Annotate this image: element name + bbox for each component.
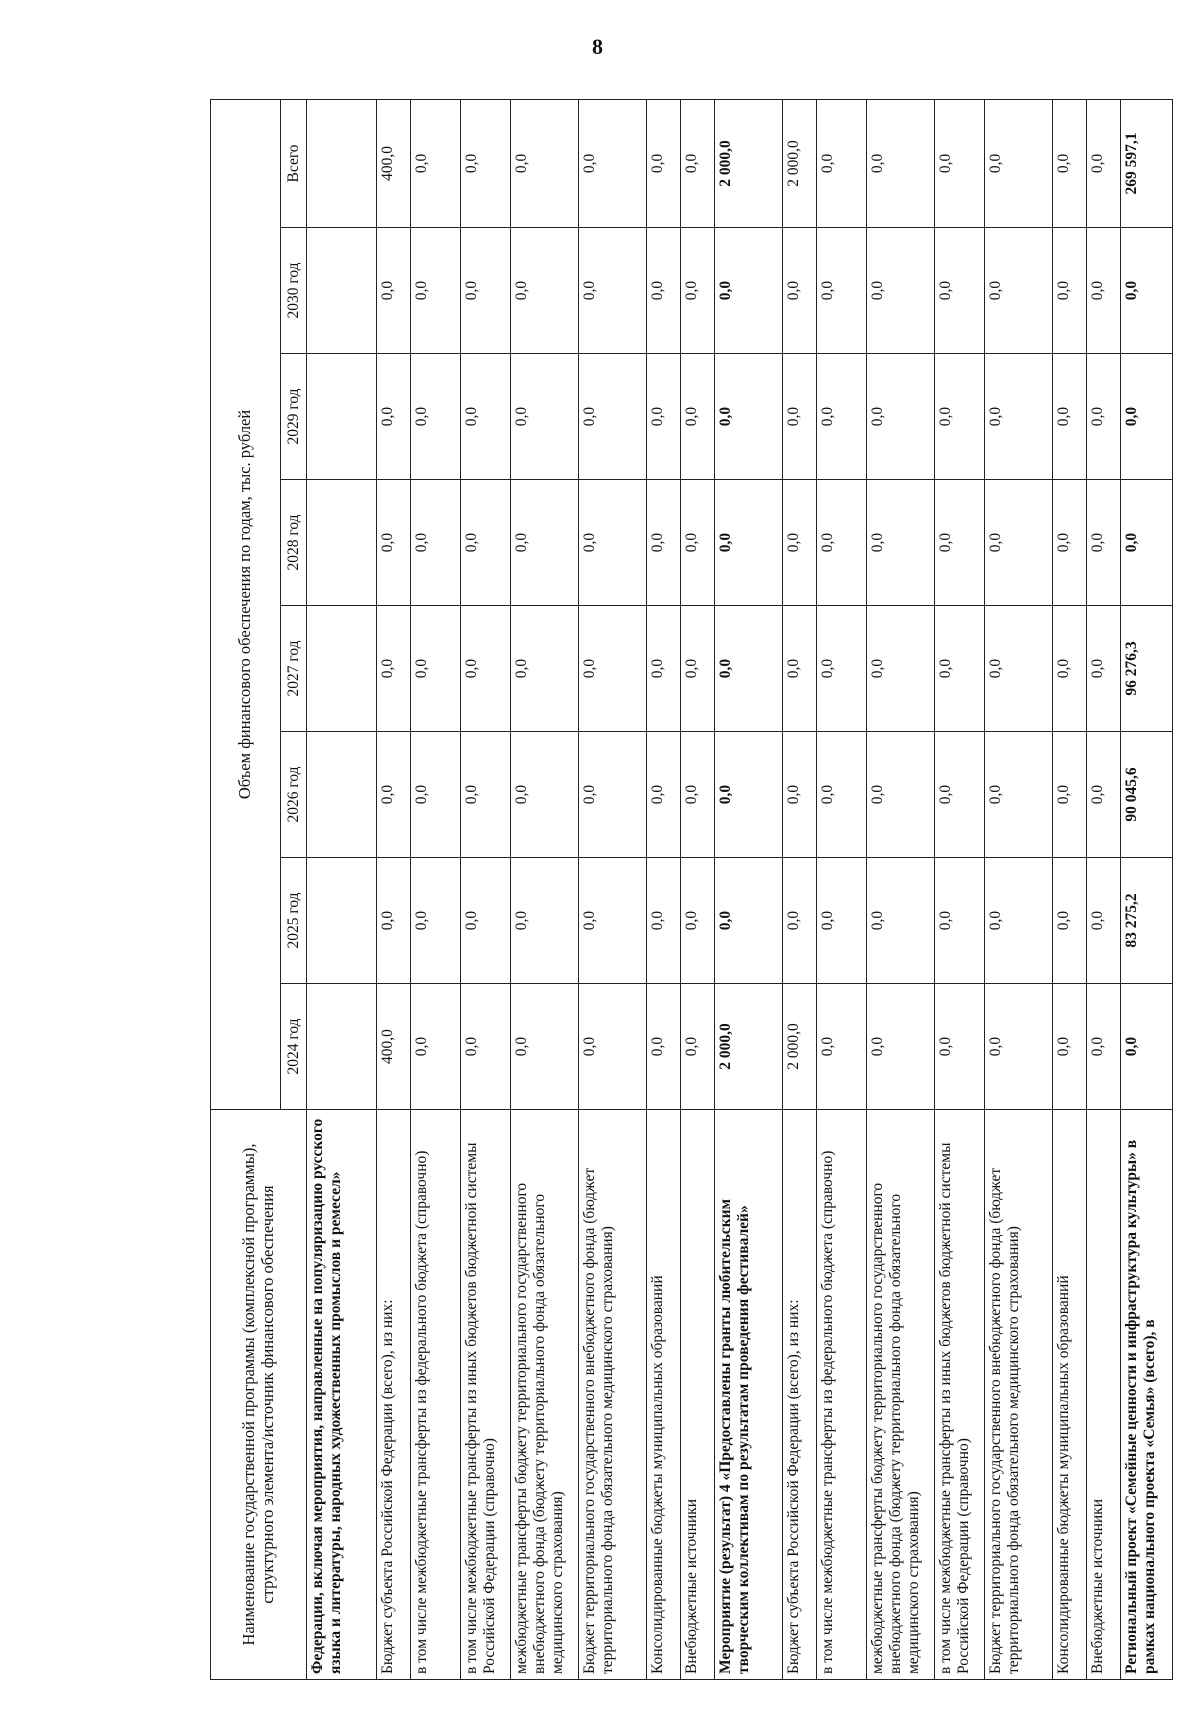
table-row xyxy=(783,99,817,1679)
row-value: 0,0 xyxy=(579,984,647,1110)
row-value: 0,0 xyxy=(1053,228,1087,354)
row-value: 0,0 xyxy=(1087,99,1121,227)
row-value: 0,0 xyxy=(1087,858,1121,984)
row-name: в том числе межбюджетные трансферты из иных бюджетов бюджетной системы Российской Федерации (справочно) xyxy=(935,1110,985,1680)
row-value: 400,0 xyxy=(377,99,411,227)
row-value: 0,0 xyxy=(681,984,715,1110)
row-value: 0,0 xyxy=(511,480,579,606)
table-header xyxy=(211,99,307,1679)
row-value: 0,0 xyxy=(579,354,647,480)
row-value: 0,0 xyxy=(579,858,647,984)
row-value xyxy=(307,354,377,480)
row-value: 0,0 xyxy=(377,228,411,354)
row-value: 0,0 xyxy=(647,606,681,732)
row-name: Региональный проект «Семейные ценности и инфраструктура культуры» в рамках национального проекта «Семья» (всего), в xyxy=(1121,1110,1173,1680)
row-value xyxy=(307,228,377,354)
row-value: 0,0 xyxy=(461,99,511,227)
table-row xyxy=(579,99,647,1679)
row-value: 0,0 xyxy=(511,984,579,1110)
row-value: 0,0 xyxy=(867,99,935,227)
row-value xyxy=(307,984,377,1110)
row-name: Консолидированные бюджеты муниципальных образований xyxy=(647,1110,681,1680)
row-value: 0,0 xyxy=(377,606,411,732)
row-value: 0,0 xyxy=(377,732,411,858)
row-name: Бюджет субъекта Российской Федерации (всего), из них: xyxy=(377,1110,411,1680)
row-value: 0,0 xyxy=(817,99,867,227)
row-value: 0,0 xyxy=(935,984,985,1110)
row-value: 0,0 xyxy=(377,354,411,480)
header-year-6: 2030 год xyxy=(281,228,307,354)
rotated-table-container xyxy=(210,100,1156,1680)
row-value: 0,0 xyxy=(681,99,715,227)
table-row xyxy=(307,99,377,1679)
row-value: 0,0 xyxy=(783,228,817,354)
row-value: 0,0 xyxy=(1053,606,1087,732)
row-value: 0,0 xyxy=(867,984,935,1110)
row-value: 0,0 xyxy=(461,480,511,606)
header-year-0: 2024 год xyxy=(281,984,307,1110)
row-value: 0,0 xyxy=(783,606,817,732)
row-value: 0,0 xyxy=(985,354,1053,480)
row-value: 0,0 xyxy=(1053,354,1087,480)
row-value: 0,0 xyxy=(681,858,715,984)
row-value: 0,0 xyxy=(1121,228,1173,354)
row-value: 0,0 xyxy=(579,606,647,732)
header-year-7: Всего xyxy=(281,99,307,227)
row-value: 0,0 xyxy=(681,732,715,858)
table-row xyxy=(647,99,681,1679)
row-value: 0,0 xyxy=(1053,480,1087,606)
table-row xyxy=(511,99,579,1679)
row-value: 0,0 xyxy=(511,858,579,984)
row-value: 0,0 xyxy=(411,480,461,606)
row-value: 0,0 xyxy=(985,606,1053,732)
row-value: 0,0 xyxy=(935,99,985,227)
table-row xyxy=(985,99,1053,1679)
page-number: 8 xyxy=(592,34,603,59)
row-value: 0,0 xyxy=(935,480,985,606)
row-value: 0,0 xyxy=(579,99,647,227)
row-value: 0,0 xyxy=(461,732,511,858)
table-row xyxy=(715,99,783,1679)
header-year-3: 2027 год xyxy=(281,606,307,732)
row-value: 0,0 xyxy=(647,858,681,984)
row-value: 0,0 xyxy=(411,606,461,732)
row-value: 0,0 xyxy=(817,354,867,480)
row-value: 0,0 xyxy=(461,858,511,984)
row-value: 0,0 xyxy=(461,228,511,354)
row-name: межбюджетные трансферты бюджету территориального государственного внебюджетного фонда (бюджету территориального фонда обязательного медицинского страхования) xyxy=(511,1110,579,1680)
table-row xyxy=(1121,99,1173,1679)
row-value: 96 276,3 xyxy=(1121,606,1173,732)
table-row xyxy=(461,99,511,1679)
row-value: 0,0 xyxy=(377,480,411,606)
header-year-4: 2028 год xyxy=(281,480,307,606)
row-value: 0,0 xyxy=(783,732,817,858)
row-value: 0,0 xyxy=(461,354,511,480)
row-value: 0,0 xyxy=(681,228,715,354)
row-value: 0,0 xyxy=(783,858,817,984)
row-value: 2 000,0 xyxy=(715,984,783,1110)
row-value: 0,0 xyxy=(1087,354,1121,480)
row-value: 0,0 xyxy=(817,228,867,354)
row-value: 0,0 xyxy=(647,99,681,227)
row-value: 0,0 xyxy=(411,732,461,858)
row-value: 0,0 xyxy=(817,984,867,1110)
row-value: 0,0 xyxy=(647,228,681,354)
table-row xyxy=(377,99,411,1679)
row-value: 0,0 xyxy=(935,732,985,858)
row-value: 0,0 xyxy=(681,480,715,606)
table-row xyxy=(817,99,867,1679)
row-value: 2 000,0 xyxy=(715,99,783,227)
header-year-2: 2026 год xyxy=(281,732,307,858)
row-value: 0,0 xyxy=(1087,480,1121,606)
table-row xyxy=(681,99,715,1679)
row-value: 0,0 xyxy=(511,228,579,354)
row-value: 0,0 xyxy=(1121,984,1173,1110)
row-value: 0,0 xyxy=(715,606,783,732)
row-value: 0,0 xyxy=(1087,984,1121,1110)
table-body xyxy=(307,99,1173,1679)
row-name: в том числе межбюджетные трансферты из федерального бюджета (справочно) xyxy=(411,1110,461,1680)
row-value: 269 597,1 xyxy=(1121,99,1173,227)
row-value: 0,0 xyxy=(681,606,715,732)
row-value xyxy=(307,606,377,732)
row-value: 0,0 xyxy=(511,354,579,480)
row-value xyxy=(307,732,377,858)
row-value: 0,0 xyxy=(867,480,935,606)
row-name: Федерации, включая мероприятия, направленные на популяризацию русского языка и литературы, народных художественных промыслов и ремесел» xyxy=(307,1110,377,1680)
row-value: 0,0 xyxy=(817,480,867,606)
row-value: 0,0 xyxy=(817,732,867,858)
row-value xyxy=(307,858,377,984)
row-value: 2 000,0 xyxy=(783,99,817,227)
row-name: в том числе межбюджетные трансферты из федерального бюджета (справочно) xyxy=(817,1110,867,1680)
header-name-column: Наименование государственной программы (комплексной программы), структурного элемента/источник финансового обеспечения xyxy=(211,1110,307,1680)
row-value: 0,0 xyxy=(935,354,985,480)
row-name: межбюджетные трансферты бюджету территориального государственного внебюджетного фонда (бюджету территориального фонда обязательного медицинского страхования) xyxy=(867,1110,935,1680)
row-value: 0,0 xyxy=(1053,99,1087,227)
row-value: 0,0 xyxy=(377,858,411,984)
row-value: 0,0 xyxy=(867,228,935,354)
row-name: Мероприятие (результат) 4 «Предоставлены гранты любительским творческим коллективам по результатам проведения фестивалей» xyxy=(715,1110,783,1680)
table-row xyxy=(867,99,935,1679)
row-value: 0,0 xyxy=(511,732,579,858)
rotated-table-area xyxy=(210,100,1156,1680)
row-value: 0,0 xyxy=(817,606,867,732)
row-value: 0,0 xyxy=(715,858,783,984)
row-value: 0,0 xyxy=(715,480,783,606)
row-value: 0,0 xyxy=(783,354,817,480)
table-row xyxy=(411,99,461,1679)
row-value: 0,0 xyxy=(579,228,647,354)
row-value: 400,0 xyxy=(377,984,411,1110)
row-value: 0,0 xyxy=(935,606,985,732)
row-value: 0,0 xyxy=(411,984,461,1110)
row-value: 0,0 xyxy=(461,984,511,1110)
row-value: 83 275,2 xyxy=(1121,858,1173,984)
header-year-5: 2029 год xyxy=(281,354,307,480)
row-value: 0,0 xyxy=(1087,606,1121,732)
row-value: 0,0 xyxy=(1121,480,1173,606)
row-value: 0,0 xyxy=(1053,858,1087,984)
row-value: 0,0 xyxy=(985,858,1053,984)
row-value: 0,0 xyxy=(985,228,1053,354)
row-value: 0,0 xyxy=(411,354,461,480)
row-value: 90 045,6 xyxy=(1121,732,1173,858)
row-value: 0,0 xyxy=(511,606,579,732)
row-value: 0,0 xyxy=(1087,228,1121,354)
row-value: 0,0 xyxy=(715,732,783,858)
row-value: 0,0 xyxy=(715,354,783,480)
row-value: 0,0 xyxy=(715,228,783,354)
row-value: 0,0 xyxy=(411,99,461,227)
row-value: 0,0 xyxy=(867,606,935,732)
row-name: Бюджет субъекта Российской Федерации (всего), из них: xyxy=(783,1110,817,1680)
row-value xyxy=(307,480,377,606)
row-value: 0,0 xyxy=(511,99,579,227)
row-value: 0,0 xyxy=(985,99,1053,227)
row-name: в том числе межбюджетные трансферты из иных бюджетов бюджетной системы Российской Федерации (справочно) xyxy=(461,1110,511,1680)
row-value xyxy=(307,99,377,227)
table-row xyxy=(935,99,985,1679)
row-value: 0,0 xyxy=(985,732,1053,858)
row-value: 0,0 xyxy=(1121,354,1173,480)
row-value: 0,0 xyxy=(783,480,817,606)
row-value: 0,0 xyxy=(867,732,935,858)
row-value: 0,0 xyxy=(647,732,681,858)
row-value: 0,0 xyxy=(935,228,985,354)
row-value: 0,0 xyxy=(647,480,681,606)
row-name: Бюджет территориального государственного внебюджетного фонда (бюджет территориального фонда обязательного медицинского страхования) xyxy=(579,1110,647,1680)
row-value: 0,0 xyxy=(461,606,511,732)
row-value: 0,0 xyxy=(411,858,461,984)
header-volume-title: Объем финансового обеспечения по годам, тыс. рублей xyxy=(211,99,281,1109)
row-value: 0,0 xyxy=(935,858,985,984)
row-value: 0,0 xyxy=(579,732,647,858)
table-row xyxy=(1053,99,1087,1679)
row-name: Внебюджетные источники xyxy=(681,1110,715,1680)
row-value: 0,0 xyxy=(985,480,1053,606)
row-value: 0,0 xyxy=(579,480,647,606)
row-value: 2 000,0 xyxy=(783,984,817,1110)
row-value: 0,0 xyxy=(867,354,935,480)
table-row xyxy=(1087,99,1121,1679)
row-name: Бюджет территориального государственного внебюджетного фонда (бюджет территориального фонда обязательного медицинского страхования) xyxy=(985,1110,1053,1680)
row-value: 0,0 xyxy=(985,984,1053,1110)
row-value: 0,0 xyxy=(647,354,681,480)
row-value: 0,0 xyxy=(411,228,461,354)
row-value: 0,0 xyxy=(1053,984,1087,1110)
row-value: 0,0 xyxy=(647,984,681,1110)
header-year-1: 2025 год xyxy=(281,858,307,984)
row-value: 0,0 xyxy=(867,858,935,984)
financing-table xyxy=(210,99,1173,1680)
row-name: Внебюджетные источники xyxy=(1087,1110,1121,1680)
row-value: 0,0 xyxy=(817,858,867,984)
row-name: Консолидированные бюджеты муниципальных образований xyxy=(1053,1110,1087,1680)
row-value: 0,0 xyxy=(1087,732,1121,858)
row-value: 0,0 xyxy=(681,354,715,480)
row-value: 0,0 xyxy=(1053,732,1087,858)
